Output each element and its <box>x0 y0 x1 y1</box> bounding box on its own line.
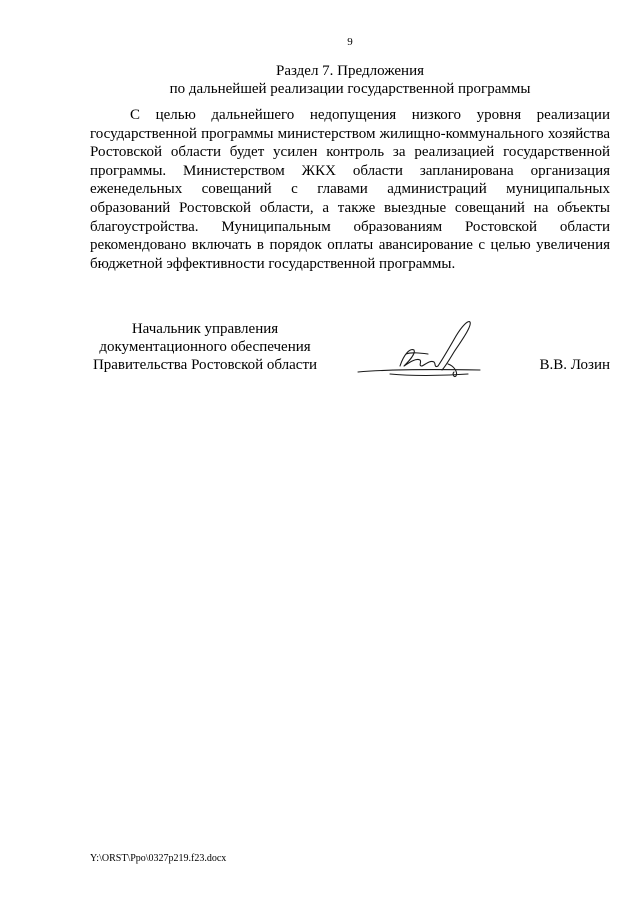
section-subtitle: по дальнейшей реализации государственной программы <box>169 81 531 97</box>
signer-position-line2: документационного обеспечения <box>99 339 311 355</box>
handwritten-signature <box>350 314 490 384</box>
file-path: Y:\ORST\Ppo\0327p219.f23.docx <box>90 853 227 864</box>
signer-position-line3: Правительства Ростовской области <box>92 357 318 373</box>
page-number: 9 <box>347 36 353 48</box>
signer-position <box>90 320 320 374</box>
body-paragraph: С целью дальнейшего недопущения низкого уровня реализации государственной программы министерством жилищно-коммунального хозяйства Ростовской области будет усилен контроль за реализацией государственной программы. Министерством ЖКХ области запланирована организация еженедельных совещаний с главами администраций муниципальных образований Ростовской области, а также выездные совещаний на объекты благоустройства. Муниципальным образованиям Ростовской области рекомендовано включать в порядок оплаты авансирование с целью увеличения бюджетной эффективности государственной программы. <box>90 107 610 272</box>
section-heading <box>90 62 610 98</box>
signer-position-line1: Начальник управления <box>131 321 279 337</box>
signer-name: В.В. Лозин <box>539 357 610 373</box>
section-title: Раздел 7. Предложения <box>276 63 424 79</box>
